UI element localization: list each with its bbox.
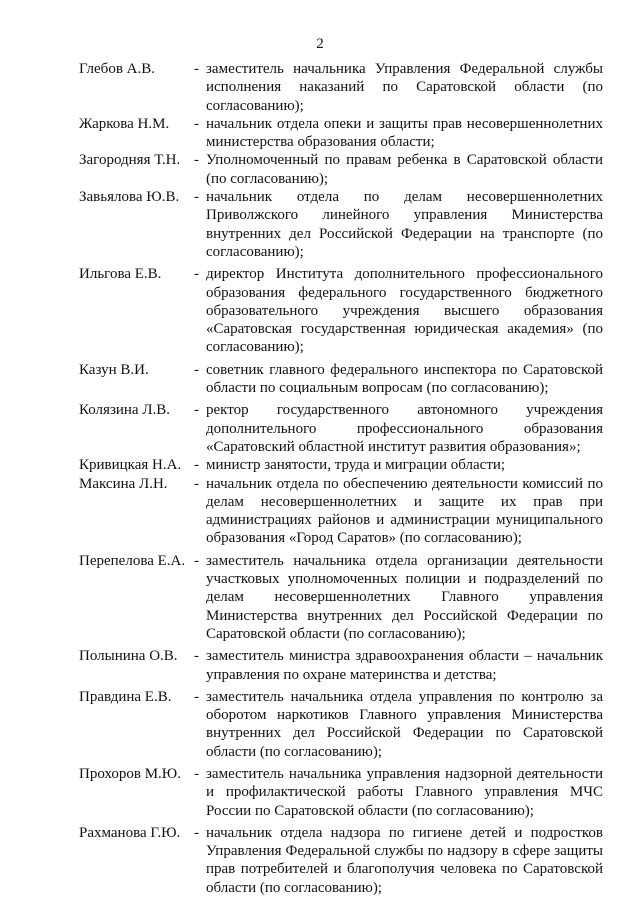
member-entry: [73, 115, 603, 152]
dash-separator: -: [194, 402, 199, 419]
dash-separator: -: [194, 457, 199, 474]
member-position: начальник отдела по обеспечению деятельности комиссий по делам несовершеннолетних и защите их прав при администрациях районов и администрации муниципального образования «Город Саратов» (по согласованию);: [206, 475, 603, 547]
member-position: заместитель начальника отдела организации деятельности участковых уполномоченных полиции и подразделений по делам несовершеннолетних Главного управления Министерства внутренних дел Российской Федерации по Саратовской области (по согласованию);: [206, 552, 603, 642]
dash-separator: -: [194, 266, 199, 283]
member-position: заместитель министра здравоохранения области – начальник управления по охране материнства и детства;: [206, 648, 603, 683]
member-name: Жаркова Н.М.: [79, 115, 170, 132]
member-name: Завьялова Ю.В.: [79, 189, 180, 206]
member-entry: [73, 265, 603, 356]
dash-separator: -: [194, 61, 199, 77]
member-name: Прохоров М.Ю.: [79, 765, 181, 782]
dash-separator: -: [194, 115, 199, 132]
dash-separator: -: [194, 648, 199, 665]
dash-separator: -: [194, 152, 199, 169]
member-entry: [73, 456, 603, 474]
dash-separator: -: [194, 361, 199, 378]
member-position: министр занятости, труда и миграции области;: [206, 457, 506, 474]
member-entry: [73, 151, 603, 188]
dash-separator: -: [194, 824, 199, 841]
member-name: Глебов А.В.: [79, 61, 155, 77]
member-entry: [73, 401, 603, 456]
member-position: начальник отдела надзора по гигиене детей и подростков Управления Федеральной службы по надзору в сфере защиты прав потребителей и благополучия человека по Саратовской области (по согласованию);: [206, 824, 603, 896]
member-position: заместитель начальника отдела управления по контролю за оборотом наркотиков Главного управления Министерства внутренних дел Российской Федерации по Саратовской области (по согласованию);: [206, 688, 603, 760]
members-list: [73, 60, 603, 897]
dash-separator: -: [194, 475, 199, 492]
member-name: Перепелова Е.А.: [79, 552, 186, 569]
member-entry: [73, 188, 603, 261]
dash-separator: -: [194, 189, 199, 206]
member-name: Казун В.И.: [79, 361, 149, 378]
dash-separator: -: [194, 688, 199, 705]
member-entry: [73, 60, 603, 115]
member-name: Рахманова Г.Ю.: [79, 824, 181, 841]
member-entry: [73, 688, 603, 761]
member-position: заместитель начальника Управления Федеральной службы исполнения наказаний по Саратовской области (по согласованию);: [206, 61, 603, 114]
member-name: Правдина Е.В.: [79, 688, 172, 705]
member-position: Уполномоченный по правам ребенка в Саратовской области (по согласованию);: [206, 152, 603, 187]
member-position: начальник отдела по делам несовершеннолетних Приволжского линейного управления Министерства внутренних дел Российской Федерации на транспорте (по согласованию);: [206, 189, 603, 260]
member-name: Загородняя Т.Н.: [79, 152, 181, 169]
member-position: директор Института дополнительного профессионального образования федерального государственного бюджетного образовательного учреждения высшего образования «Саратовская государственная юридическая академия» (по согласованию);: [206, 266, 603, 356]
member-name: Кривицкая Н.А.: [79, 457, 182, 474]
page-number: 2: [316, 36, 324, 52]
member-entry: [73, 647, 603, 684]
member-name: Колязина Л.В.: [79, 402, 171, 419]
member-name: Максина Л.Н.: [79, 475, 168, 492]
dash-separator: -: [194, 552, 199, 569]
member-entry: [73, 765, 603, 820]
member-position: начальник отдела опеки и защиты прав несовершеннолетних министерства образования области;: [206, 115, 603, 151]
member-position: заместитель начальника управления надзорной деятельности и профилактической работы Главного управления МЧС России по Саратовской области (по согласованию);: [206, 765, 603, 819]
dash-separator: -: [194, 765, 199, 782]
member-name: Полынина О.В.: [79, 648, 178, 665]
member-entry: [73, 361, 603, 398]
member-entry: [73, 475, 603, 548]
member-entry: [73, 824, 603, 897]
member-position: ректор государственного автономного учреждения дополнительного профессионального образования «Саратовский областной институт развития образования»;: [206, 402, 603, 455]
member-position: советник главного федерального инспектора по Саратовской области по социальным вопросам (по согласованию);: [206, 361, 603, 397]
member-name: Ильгова Е.В.: [79, 266, 162, 283]
member-entry: [73, 552, 603, 643]
